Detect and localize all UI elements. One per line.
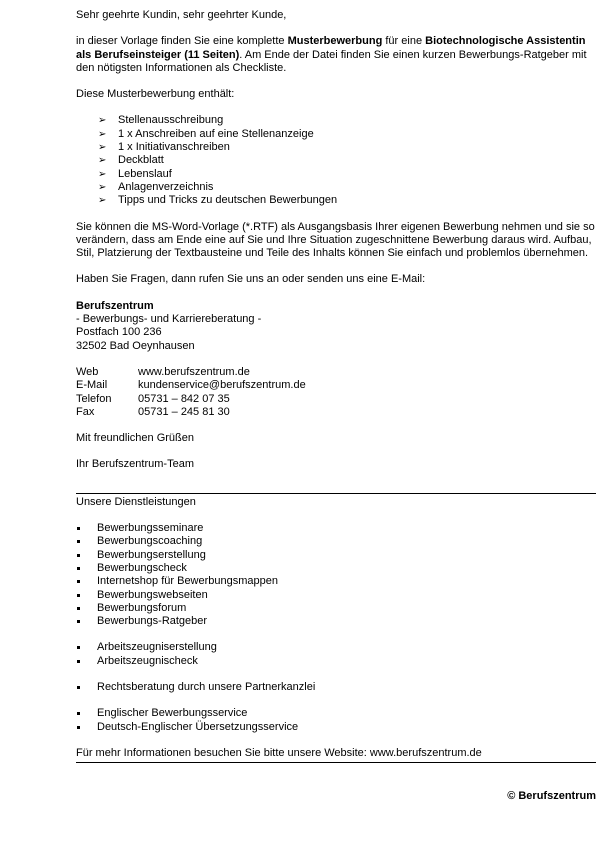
contact-value: 05731 – 842 07 35 bbox=[138, 392, 230, 405]
list-item-label: Deckblatt bbox=[118, 154, 164, 167]
service-item-label: Bewerbungscheck bbox=[97, 561, 187, 574]
services-list-1 bbox=[76, 522, 596, 628]
list-item bbox=[98, 114, 596, 127]
contact-label: Fax bbox=[76, 405, 95, 418]
square-bullet-icon bbox=[77, 607, 80, 610]
divider-top bbox=[76, 493, 596, 494]
service-item bbox=[76, 549, 596, 562]
service-item bbox=[76, 615, 596, 628]
list-item bbox=[98, 141, 596, 154]
square-bullet-icon bbox=[77, 686, 80, 689]
service-item-label: Bewerbungsseminare bbox=[97, 522, 204, 535]
service-item bbox=[76, 602, 596, 615]
square-bullet-icon bbox=[77, 620, 80, 623]
services-heading: Unsere Dienstleistungen bbox=[76, 495, 196, 508]
document-page bbox=[76, 9, 596, 763]
signature: Ihr Berufszentrum-Team bbox=[76, 458, 194, 471]
contact-row bbox=[76, 379, 596, 392]
contents-list bbox=[76, 114, 596, 207]
intro-text-3: . Am Ende der Datei finden Sie einen kurzen Bewerbungs-Ratgeber mit den nötigsten Informationen als Checkliste. bbox=[76, 48, 587, 74]
arrow-bullet-icon: ➢ bbox=[98, 115, 107, 127]
company-tagline: - Bewerbungs- und Karriereberatung - bbox=[76, 313, 262, 326]
square-bullet-icon bbox=[77, 554, 80, 557]
square-bullet-icon bbox=[77, 712, 80, 715]
company-name-text: Berufszentrum bbox=[76, 299, 154, 312]
address-city: 32502 Bad Oeynhausen bbox=[76, 339, 195, 352]
service-item bbox=[76, 575, 596, 588]
square-bullet-icon bbox=[77, 594, 80, 597]
service-item-label: Rechtsberatung durch unsere Partnerkanzlei bbox=[97, 680, 316, 693]
list-item bbox=[98, 181, 596, 194]
services-list-4 bbox=[76, 707, 596, 734]
service-item-label: Englischer Bewerbungsservice bbox=[97, 707, 248, 720]
square-bullet-icon bbox=[77, 580, 80, 583]
contact-row bbox=[76, 393, 596, 406]
arrow-bullet-icon: ➢ bbox=[98, 155, 107, 167]
copyright: © Berufszentrum bbox=[507, 790, 596, 802]
intro-bold-1: Musterbewerbung bbox=[287, 35, 383, 48]
list-item-label: Anlagenverzeichnis bbox=[118, 180, 214, 193]
service-item-label: Bewerbungsforum bbox=[97, 601, 187, 614]
arrow-bullet-icon: ➢ bbox=[98, 128, 107, 140]
greeting: Sehr geehrte Kundin, sehr geehrter Kunde, bbox=[76, 9, 287, 21]
square-bullet-icon bbox=[77, 660, 80, 663]
services-list-3 bbox=[76, 681, 596, 694]
company-name bbox=[76, 300, 596, 313]
word-template-paragraph: Sie können die MS-Word-Vorlage (*.RTF) als Ausgangsbasis Ihrer eigenen Bewerbung nehmen und sie so verändern, dass am Ende eine auf Sie und Ihre Situation zugeschnittene Bewerbung daraus wird. Aufbau, Stil, Platzierung der Textbausteine und Teile des Inhalts können Sie einfach und problemlos übernehmen. bbox=[76, 220, 595, 260]
list-item bbox=[98, 154, 596, 167]
contact-value: 05731 – 245 81 30 bbox=[138, 405, 230, 418]
contact-block bbox=[76, 366, 596, 419]
service-item bbox=[76, 707, 596, 720]
service-item bbox=[76, 721, 596, 734]
service-item-label: Bewerbungscoaching bbox=[97, 535, 203, 548]
list-item bbox=[98, 128, 596, 141]
service-item-label: Arbeitszeugnischeck bbox=[97, 654, 198, 667]
contact-row bbox=[76, 406, 596, 419]
square-bullet-icon bbox=[77, 726, 80, 729]
list-item bbox=[98, 194, 596, 207]
service-item bbox=[76, 641, 596, 654]
service-item-label: Internetshop für Bewerbungsmappen bbox=[97, 575, 279, 588]
list-item-label: 1 x Anschreiben auf eine Stellenanzeige bbox=[118, 127, 314, 140]
service-item-label: Bewerbungs-Ratgeber bbox=[97, 615, 208, 628]
service-item-label: Arbeitszeugniserstellung bbox=[97, 641, 217, 654]
arrow-bullet-icon: ➢ bbox=[98, 181, 107, 193]
arrow-bullet-icon: ➢ bbox=[98, 195, 107, 207]
square-bullet-icon bbox=[77, 646, 80, 649]
closing: Mit freundlichen Grüßen bbox=[76, 432, 194, 445]
service-item bbox=[76, 535, 596, 548]
contact-value: www.berufszentrum.de bbox=[138, 365, 250, 378]
service-item-label: Bewerbungserstellung bbox=[97, 548, 206, 561]
list-item-label: 1 x Initiativanschreiben bbox=[118, 141, 230, 154]
contact-row bbox=[76, 366, 596, 379]
list-item-label: Tipps und Tricks zu deutschen Bewerbungen bbox=[118, 194, 338, 207]
services-list-2 bbox=[76, 641, 596, 668]
address-postbox: Postfach 100 236 bbox=[76, 326, 162, 339]
intro-bold-2: Biotechnologische Assistentin als Berufseinsteiger (11 Seiten) bbox=[76, 35, 586, 61]
service-item-label: Bewerbungswebseiten bbox=[97, 588, 208, 601]
service-item bbox=[76, 655, 596, 668]
intro-text-1: in dieser Vorlage finden Sie eine komplette bbox=[76, 35, 288, 48]
service-item bbox=[76, 589, 596, 602]
questions-line: Haben Sie Fragen, dann rufen Sie uns an oder senden uns eine E-Mail: bbox=[76, 273, 426, 286]
contact-value: kundenservice@berufszentrum.de bbox=[138, 379, 306, 392]
service-item bbox=[76, 522, 596, 535]
service-item bbox=[76, 562, 596, 575]
square-bullet-icon bbox=[77, 527, 80, 530]
contents-heading: Diese Musterbewerbung enthält: bbox=[76, 88, 235, 101]
contact-label: Web bbox=[76, 365, 99, 378]
square-bullet-icon bbox=[77, 567, 80, 570]
list-item bbox=[98, 168, 596, 181]
more-info-line: Für mehr Informationen besuchen Sie bitte unsere Website: www.berufszentrum.de bbox=[76, 746, 482, 759]
divider-bottom bbox=[76, 762, 596, 763]
arrow-bullet-icon: ➢ bbox=[98, 168, 107, 180]
intro-text-2: für eine bbox=[382, 35, 426, 48]
contact-label: E-Mail bbox=[76, 379, 108, 392]
service-item-label: Deutsch-Englischer Übersetzungsservice bbox=[97, 720, 299, 733]
list-item-label: Lebenslauf bbox=[118, 167, 172, 180]
contact-label: Telefon bbox=[76, 392, 112, 405]
intro-paragraph bbox=[76, 35, 596, 75]
square-bullet-icon bbox=[77, 540, 80, 543]
service-item bbox=[76, 681, 596, 694]
list-item-label: Stellenausschreibung bbox=[118, 114, 224, 127]
arrow-bullet-icon: ➢ bbox=[98, 142, 107, 154]
